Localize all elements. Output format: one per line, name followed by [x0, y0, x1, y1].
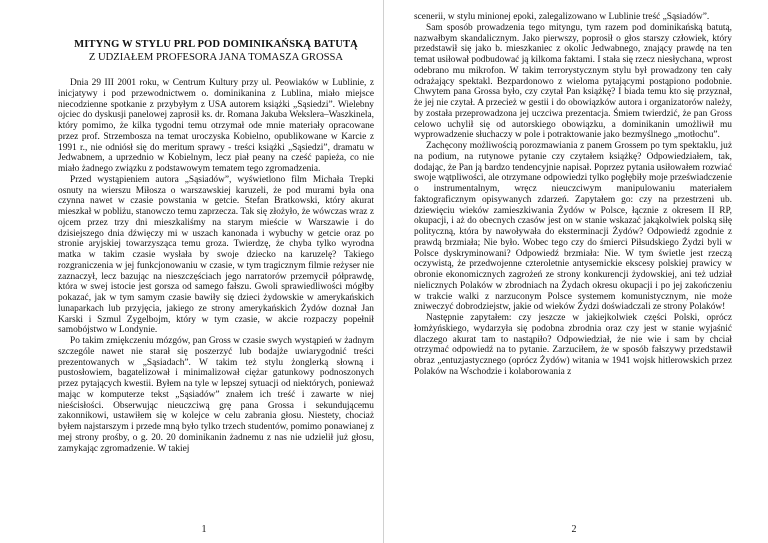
paragraph: Dnia 29 III 2001 roku, w Centrum Kultury przy ul. Peowiaków w Lublinie, z inicjatywy i pod przewodnictwem o. dominikanina z Lublina, miało miejsce niecodzienne spotkanie z przybyłym z USA autorem książki „Sąsiedzi”. Wielebny ojciec do dyskusji panelowej zaprosił ks. dr. Romana Jakuba Wekslera–Waszkinela, który pomimo, że kilka tygodni temu otrzymał ode mnie materiały opracowane przez prof. Strzembosza na temat uroczyska Kobielno, opublikowane w Karcie z 1991 r., nie odniósł się do meritum sprawy - treści książki „Sąsiedzi”, dramatu w Jedwabnem, a uprzednio w Kobielnym, lecz piał peany na cześć papieża, co nie miało żadnego związku z podstawowym tematem tego zgromadzenia. — [58, 78, 374, 174]
paragraph: Sam sposób prowadzenia tego mityngu, tym razem pod dominikańską batutą, nazwałbym skandalicznym. Jako pierwszy, poprosił o głos starszy człowiek, który przedstawił się jako b. mieszkaniec z okolic Jedwabnego, znający prawdę na ten temat usiłował podbudować ją kilkoma faktami. I stała się rzecz niesłychana, wprost odebrano mu mikrofon. W takim terrorystycznym stylu był prowadzony ten cały odrażający spektakl. Bezpardonowo z wieloma pytającymi postąpiono podobnie. Chwytem pana Grossa było, czy czytał Pan książkę? I biada temu kto się przyznał, że jej nie czytał. A przecież w gestii i do obowiązków autora i organizatorów należy, by została przeprowadzona jej uczciwa prezentacja. Śmiem twierdzić, że pan Gross celowo uchylił się od autorskiego obowiązku, a dominikanin umożliwił mu wyprowadzenie słuchaczy w pole i potraktowanie jako bezmyślnego „motłochu”. — [414, 22, 732, 141]
paragraph: Zachęcony możliwością porozmawiania z panem Grossem po tym spektaklu, już na podium, na rutynowe pytanie czy czytałem książkę? Odpowiedziałem, tak, dodając, że Pan ją bardzo tendencyjnie napisał. Poprzez pytania usiłowałem rozwiać swoje wątpliwości, ale otrzymane odpowiedzi tylko pogłębiły moje przeświadczenie o instrumentalnym, wręcz nieuczciwym manipulowaniu materiałem faktograficznym opisywanych zdarzeń. Zapytałem go: czy na przestrzeni ub. dziewięciu wieków zamieszkiwania Żydów w Polsce, łącznie z okresem II RP, okupacji, i aż do obecnych czasów jest on w stanie wskazać jakąkolwiek polską siłę polityczną, która by nawoływała do eksterminacji Żydów? Odpowiedź zgodnie z prawdą brzmiała; Nie było. Wobec tego czy do śmierci Piłsudskiego Żydzi byli w Polsce dyskryminowani? Odpowiedź brzmiała: Nie. W tym świetle jest rzeczą oczywistą, że przedwojenne czteroletnie antysemickie ekscesy polskiej prawicy w obronie ekonomicznych zagrożeń ze strony konkurencji żydowskiej, ani też udział nielicznych Polaków w zbrodniach na Żydach okresu okupacji i po jej zakończeniu w trakcie walki z narzuconym Polsce systemem komunistycznym, nie może zniweczyć dobrodziejstw, jakie od wieków Żydzi doświadczali ze strony Polaków! — [414, 141, 732, 313]
right-page — [384, 0, 768, 543]
page-number: 2 — [571, 524, 577, 535]
paragraph: Przed wystąpieniem autora „Sąsiadów”, wyświetlono film Michała Trepki osnuty na wierszu Miłosza o warszawskiej karuzeli, że pod murami była ona czynna nawet w czasie powstania w getcie. Stefan Bratkowski, który akurat mieszkał w pobliżu, stanowczo temu zaprzecza. Tak się złożyło, że wówczas wraz z ojcem przez trzy dni mieszkaliśmy na starym mieście w Warszawie i do dzisiejszego dnia dźwięczy mi w uszach kanonada i wybuchy w getcie oraz po stronie aryjskiej towarzysząca temu groza. Twierdzę, że chyba tylko wyrodna matka w takim czasie wysłała by swoje dziecko na karuzelę? Takiego rozgraniczenia w jej funkcjonowaniu w czasie, w tym tragicznym filmie reżyser nie zaznaczył, lecz bazując na nieszczęściach jego narratorów przemycił półprawdę, która w swej istocie jest gorsza od samego fałszu. Gwoli sprawiedliwości mógłby pokazać, jak w tym samym czasie bawiły się dzieci żydowskie w amerykańskich lunaparkach lub przyjęcia, jakiego ze strony amerykańskich Żydów doznał Jan Karski i Szmul Zygelbojm, który w tym czasie, w akcie rozpaczy popełnił samobójstwo w Londynie. — [58, 174, 374, 336]
paragraph: scenerii, w stylu minionej epoki, zalegalizowano w Lublinie treść „Sąsiadów”. — [414, 12, 710, 22]
paragraph: Następnie zapytałem: czy jeszcze w jakiejkolwiek części Polski, oprócz łomżyńskiego, wydarzyła się podobna zbrodnia oraz czy jest w stanie wyjaśnić dlaczego akurat tam to nastąpiło? Odpowiedział, że nie wie i sam by chciał otrzymać odpowiedź na to pytanie. Zarzuciłem, że w sposób fałszywy przedstawił obraz „entuzjastycznego (oprócz Żydów) witania w 1941 wojsk hitlerowskich przez Polaków na Wschodzie i kolaborowania z — [414, 313, 732, 377]
title-block — [58, 38, 374, 64]
document-subtitle: Z UDZIAŁEM PROFESORA JANA TOMASZA GROSSA — [88, 52, 344, 63]
document-title: MITYNG W STYLU PRL POD DOMINIKAŃSKĄ BATUTĄ — [74, 39, 358, 50]
paragraph: Po takim zmiękczeniu mózgów, pan Gross w czasie swych wystąpień w żadnym szczególe nawet nie starał się poszerzyć lub bodajże uwiarygodnić treści prezentowanych w „Sąsiadach”. W takim też stylu żonglerką słowną i pustosłowiem, bagatelizował i minimalizował ciężar gatunkowy podnoszonych przez pytających kwestii. Byłem na tyle w lepszej sytuacji od niektórych, ponieważ mając w komputerze tekst „Sąsiadów” znałem ich treść i zawarte w niej nieścisłości. Obserwując nieuczciwą grę pana Grossa i sekundującemu zakonnikowi, ustawiłem się w kolejce w celu zabrania głosu. Niestety, chociaż byłem najstarszym i przede mną było tylko trzech studentów, pomimo ponawianej z mej strony prośby, o g. 20. 20 dominikanin żadnemu z nas nie udzielił już głosu, zamykając zgromadzenie. W takiej — [58, 336, 374, 454]
page-number: 1 — [201, 524, 207, 535]
left-page-body — [58, 78, 374, 543]
right-page-body — [414, 12, 732, 520]
